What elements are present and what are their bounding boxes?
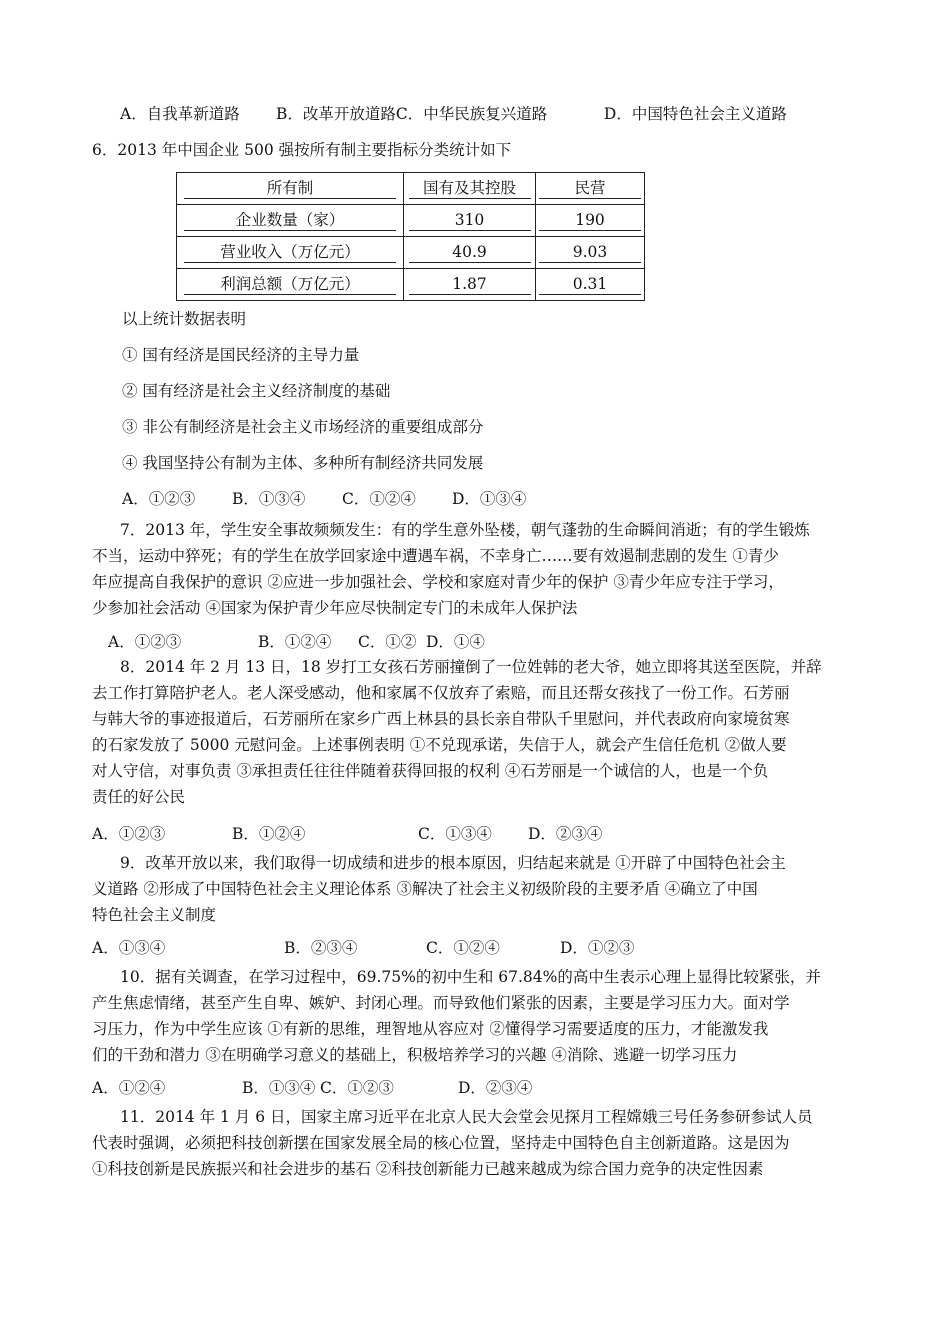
q8-line: 8．2014 年 2 月 13 日，18 岁打工女孩石芳丽撞倒了一位姓韩的老大爷，她立即将其送至医院，并辞 [120, 658, 822, 676]
table-row [177, 237, 645, 269]
q9-option-c: C．①②④ [426, 939, 500, 957]
q5-option-b: B．改革开放道路 [276, 105, 396, 123]
table-cell: 1.87 [409, 274, 531, 295]
q7-option-a: A．①②③ [108, 633, 182, 651]
q8-line: 的石家发放了 5000 元慰问金。上述事例表明 ①不兑现承诺，失信于人，就会产生信任危机 ②做人要 [92, 736, 787, 754]
q6-option-b: B．①③④ [232, 490, 306, 508]
q10-question [92, 964, 867, 1068]
q5-options [120, 104, 787, 124]
q9-line: 义道路 ②形成了中国特色社会主义理论体系 ③解决了社会主义初级阶段的主要矛盾 ④确立了中国 [92, 880, 758, 898]
q6-lead: 以上统计数据表明 [122, 310, 247, 328]
q11-line: ①科技创新是民族振兴和社会进步的基石 ②科技创新能力已越来越成为综合国力竞争的决定性因素 [92, 1160, 764, 1178]
q8-option-a: A．①②③ [92, 825, 166, 843]
q7-option-b: B．①②④ [258, 633, 332, 651]
q8-line: 责任的好公民 [92, 788, 186, 806]
q8-option-c: C．①③④ [418, 825, 492, 843]
q10-option-a: A．①②④ [92, 1079, 166, 1097]
q7-option-c: C．①② [358, 633, 417, 651]
q6-option-a: A．①②③ [122, 490, 196, 508]
q11-line: 代表时强调，必须把科技创新摆在国家发展全局的核心位置，坚持走中国特色自主创新道路。这是因为 [92, 1134, 790, 1152]
q8-line: 与韩大爷的事迹报道后，石芳丽所在家乡广西上林县的县长亲自带队千里慰问，并代表政府向家境贫寒 [92, 710, 790, 728]
q5-option-d: D．中国特色社会主义道路 [603, 105, 787, 123]
q8-options [92, 824, 602, 844]
q9-option-a: A．①③④ [92, 939, 166, 957]
table-cell: 40.9 [409, 242, 531, 263]
table-row [177, 269, 645, 301]
q10-option-b: B．①③④ [242, 1079, 316, 1097]
q7-options [108, 632, 485, 652]
table-cell: 0.31 [539, 274, 641, 295]
q7-question [92, 517, 867, 621]
q8-question [92, 654, 867, 810]
table-header: 国有及其控股 [409, 178, 531, 199]
q5-option-c: C．中华民族复兴道路 [395, 105, 548, 123]
q9-option-b: B．②③④ [284, 939, 358, 957]
table-cell: 利润总额（万亿元） [184, 274, 396, 295]
q6-item: ② 国有经济是社会主义经济制度的基础 [122, 382, 391, 400]
table-header: 民营 [539, 178, 641, 199]
q7-line: 不当，运动中猝死；有的学生在放学回家途中遭遇车祸，不幸身亡……要有效遏制悲剧的发生 ①青少 [92, 547, 779, 565]
q7-line: 年应提高自我保护的意识 ②应进一步加强社会、学校和家庭对青少年的保护 ③青少年应专注于学习， [92, 573, 784, 591]
table-header-row [177, 173, 645, 205]
q6-item: ④ 我国坚持公有制为主体、多种所有制经济共同发展 [122, 454, 484, 472]
q8-line: 去工作打算陪护老人。老人深受感动，他和家属不仅放弃了索赔，而且还帮女孩找了一份工作。石芳丽 [92, 684, 790, 702]
q10-line: 习压力，作为中学生应该 ①有新的思维，理智地从容应对 ②懂得学习需要适度的压力，才能激发我 [92, 1020, 769, 1038]
q6-option-c: C．①②④ [342, 490, 416, 508]
q9-line: 特色社会主义制度 [92, 906, 217, 924]
q10-line: 产生焦虑情绪，甚至产生自卑、嫉妒、封闭心理。而导致他们紧张的因素，主要是学习压力大。面对学 [92, 994, 790, 1012]
q6-item: ① 国有经济是国民经济的主导力量 [122, 346, 360, 364]
table-cell: 190 [539, 210, 641, 231]
q9-option-d: D．①②③ [560, 939, 635, 957]
table-cell: 9.03 [539, 242, 641, 263]
q5-option-a: A．自我革新道路 [120, 105, 240, 123]
q10-option-d: D．②③④ [458, 1079, 533, 1097]
q9-options [92, 938, 634, 958]
q6-stem: 6．2013 年中国企业 500 强按所有制主要指标分类统计如下 [92, 141, 512, 159]
q9-question [92, 850, 867, 928]
table-header: 所有制 [184, 178, 396, 199]
q10-line: 10．据有关调查，在学习过程中，69.75%的初中生和 67.84%的高中生表示心理上显得比较紧张，并 [120, 968, 821, 986]
q9-line: 9．改革开放以来，我们取得一切成绩和进步的根本原因，归结起来就是 ①开辟了中国特色社会主 [120, 854, 786, 872]
q7-line: 7．2013 年，学生安全事故频频发生：有的学生意外坠楼，朝气蓬勃的生命瞬间消逝；有的学生锻炼 [120, 521, 810, 539]
q7-line: 少参加社会活动 ④国家为保护青少年应尽快制定专门的未成年人保护法 [92, 599, 578, 617]
q7-option-d: D．①④ [426, 633, 485, 651]
q10-line: 们的干劲和潜力 ③在明确学习意义的基础上，积极培养学习的兴趣 ④消除、逃避一切学习压力 [92, 1046, 738, 1064]
table-row [177, 205, 645, 237]
q10-option-c: C．①②③ [320, 1079, 394, 1097]
table-cell: 企业数量（家） [184, 210, 396, 231]
q8-option-d: D．②③④ [528, 825, 603, 843]
q10-options [92, 1078, 532, 1098]
q6-option-d: D．①③④ [452, 490, 527, 508]
q8-line: 对人守信，对事负责 ③承担责任往往伴随着获得回报的权利 ④石芳丽是一个诚信的人，也是一个负 [92, 762, 769, 780]
q11-question [92, 1104, 867, 1182]
table-cell: 营业收入（万亿元） [184, 242, 396, 263]
q6-item: ③ 非公有制经济是社会主义市场经济的重要组成部分 [122, 418, 484, 436]
q6-options [122, 489, 526, 509]
ownership-stats-table [176, 172, 645, 301]
table-cell: 310 [409, 210, 531, 231]
q11-line: 11．2014 年 1 月 6 日，国家主席习近平在北京人民大会堂会见探月工程嫦娥三号任务参研参试人员 [120, 1108, 813, 1126]
q8-option-b: B．①②④ [232, 825, 306, 843]
